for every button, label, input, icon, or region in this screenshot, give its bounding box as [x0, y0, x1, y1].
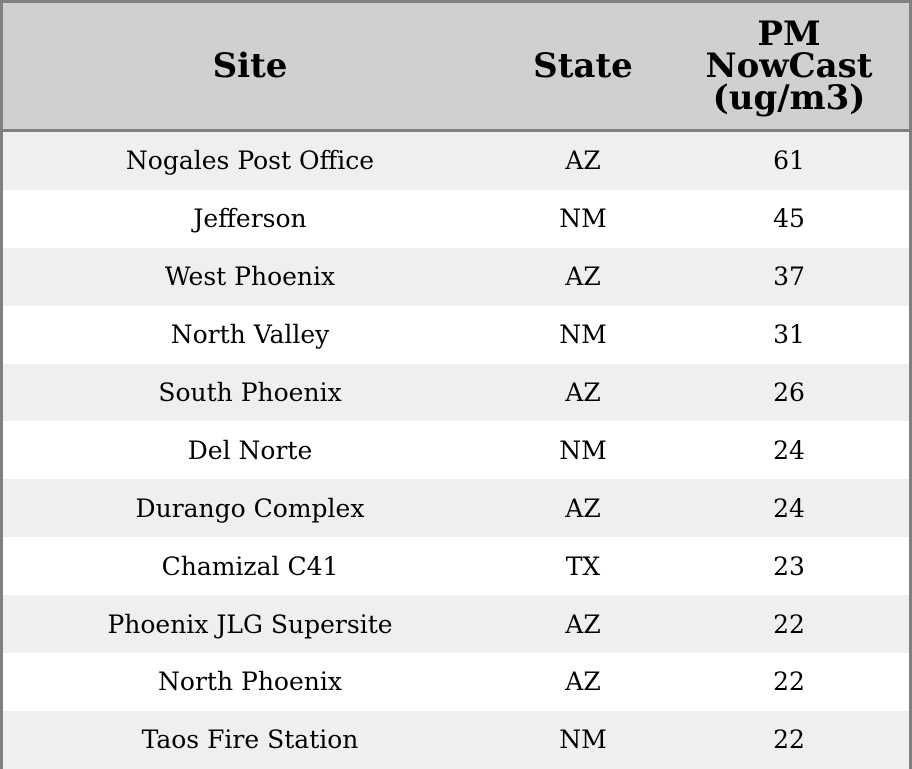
cell-state: AZ — [565, 667, 601, 697]
cell-state: AZ — [565, 262, 601, 292]
cell-site: North Valley — [170, 320, 330, 350]
cell-pm-nowcast: 45 — [773, 204, 805, 234]
cell-site: South Phoenix — [158, 378, 342, 407]
cell-pm-nowcast: 22 — [773, 725, 805, 755]
table-header — [3, 3, 909, 132]
table-row — [3, 537, 909, 595]
table-row — [3, 364, 909, 422]
cell-state: NM — [559, 204, 607, 234]
cell-site: North Phoenix — [158, 667, 342, 697]
cell-state: AZ — [565, 609, 601, 639]
cell-state: AZ — [565, 146, 601, 176]
table-row — [3, 190, 909, 248]
cell-site: Phoenix JLG Supersite — [107, 609, 393, 639]
cell-pm-nowcast: 37 — [773, 262, 805, 292]
header-site: Site — [212, 46, 288, 86]
cell-state: TX — [565, 551, 601, 581]
table-row — [3, 711, 909, 769]
table-row — [3, 306, 909, 364]
cell-site: Taos Fire Station — [141, 725, 359, 755]
cell-state: NM — [559, 725, 607, 755]
table-row — [3, 421, 909, 479]
header-pm-nowcast: PM NowCast (ug/m3) — [705, 14, 873, 118]
table-row — [3, 479, 909, 537]
cell-state: AZ — [565, 378, 601, 407]
table-row — [3, 248, 909, 306]
cell-site: Jefferson — [193, 204, 307, 234]
table-body — [3, 132, 909, 769]
cell-pm-nowcast: 31 — [773, 320, 805, 350]
cell-site: Nogales Post Office — [125, 146, 375, 176]
table-row — [3, 595, 909, 653]
cell-state: NM — [559, 320, 607, 350]
table-row — [3, 132, 909, 190]
cell-pm-nowcast: 22 — [773, 667, 805, 697]
cell-site: Del Norte — [187, 435, 313, 465]
cell-site: Chamizal C41 — [161, 551, 339, 581]
cell-pm-nowcast: 24 — [773, 493, 805, 523]
cell-pm-nowcast: 24 — [773, 435, 805, 465]
cell-pm-nowcast: 61 — [773, 146, 805, 176]
cell-site: Durango Complex — [135, 493, 365, 523]
cell-state: NM — [559, 435, 607, 465]
cell-state: AZ — [565, 493, 601, 523]
cell-pm-nowcast: 22 — [773, 609, 805, 639]
cell-pm-nowcast: 26 — [773, 378, 805, 407]
cell-site: West Phoenix — [164, 262, 336, 292]
cell-pm-nowcast: 23 — [773, 551, 805, 581]
table-row — [3, 653, 909, 711]
header-state: State — [533, 46, 633, 86]
